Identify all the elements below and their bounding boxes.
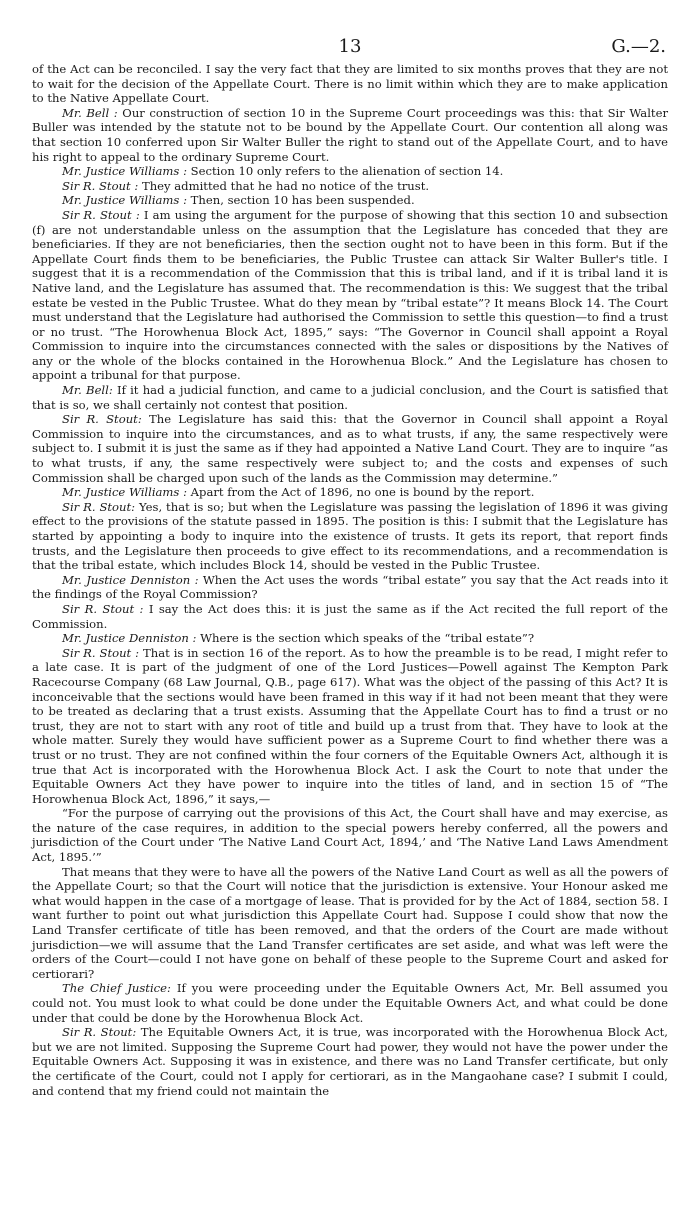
speaker-name: Mr. Justice Denniston : — [62, 631, 197, 646]
paragraph-text: Apart from the Act of 1896, no one is bound by the report. — [186, 485, 535, 500]
paragraph-text: That is in section 16 of the report. As to how the preamble is to be read, I might refer to a late case. It is part of the judgment of one of the Lord Justices—Powell against The Kempton Park Racecourse Company (68 Law Journal, Q.B., page 617). What was the object of the passing of this Act? It is inconceivable that the sections would have been framed in this way if it had not been meant that they were to be treated as declaring that a trust exists. Assuming that the Appellate Court has to find a trust or no trust, they are not to start with any root of title and build up a trust from that. They have to look at the whole matter. Surely they would have sufficient power as a Supreme Court to find whether there was a trust or no trust. They are not confined within the four corners of the Equitable Owners Act, although it is true that Act is incorporated with the Horowhenua Block Act. I ask the Court to note that under the Equitable Owners Act they have power to inquire into the titles of land, and in section 15 of “The Horowhenua Block Act, 1896,” it says,— — [32, 645, 668, 806]
speaker-name: Mr. Justice Williams : — [62, 164, 187, 179]
page-number: 13 — [338, 36, 362, 57]
paragraph — [32, 573, 668, 602]
speaker-name: Sir R. Stout : — [62, 207, 140, 222]
paragraph-text: Section 10 only refers to the alienation of section 14. — [186, 164, 504, 179]
speaker-name: Sir R. Stout: — [62, 499, 136, 514]
document-body — [32, 62, 668, 1098]
paragraph — [32, 631, 668, 646]
paragraph-text: I say the Act does this: it is just the same as if the Act recited the full report of the Commission. — [32, 601, 669, 631]
paragraph-text: If it had a judicial function, and came to a judicial conclusion, and the Court is satisfied that that is so, we shall certainly not contest that position. — [32, 383, 668, 412]
series-reference: G.—2. — [611, 36, 666, 57]
speaker-name: Sir R. Stout : — [62, 178, 139, 193]
paragraph — [32, 1025, 668, 1098]
paragraph-text: Where is the section which speaks of the “tribal estate”? — [196, 631, 535, 646]
paragraph — [32, 208, 668, 383]
paragraph-text: of the Act can be reconciled. I say the very fact that they are limited to six months proves that they are not to wait for the decision of the Appellate Court. There is no limit within which they are to make application to the Native Appellate Court. — [32, 62, 668, 106]
speaker-name: The Chief Justice: — [62, 981, 171, 996]
speaker-name: Mr. Bell : — [62, 105, 118, 120]
paragraph-text: Yes, that is so; but when the Legislature was passing the legislation of 1896 it was giving effect to the provisions of the statute passed in 1895. The position is this: I submit that the Legislature has started by appointing a body to inquire into the existence of trusts. It gets its report, that report finds trusts, and the Legislature then proceeds to give effect to its recommendations, and a recommendation is that the tribal estate, which includes Block 14, should be vested in the Public Trustee. — [32, 499, 669, 573]
paragraph-text: If you were proceeding under the Equitable Owners Act, Mr. Bell assumed you could not. You must look to what could be done under the Equitable Owners Act, and what could be done under that could be done by the Horowhenua Block Act. — [32, 981, 669, 1025]
paragraph — [32, 412, 668, 485]
paragraph — [32, 164, 668, 179]
paragraph-text: The Equitable Owners Act, it is true, was incorporated with the Horowhenua Block Act, but we are not limited. Supposing the Supreme Court had power, they would not have the power under the Equitable Owners Act. Supposing it was in existence, and there was no Land Transfer certificate, but only the certificate of the Court, could not I apply for certiorari, as in the Mangaohane case? I submit I could, and contend that my friend could not maintain the — [32, 1025, 668, 1098]
paragraph-text: That means that they were to have all the powers of the Native Land Court as well as all the powers of the Appellate Court; so that the Court will notice that the jurisdiction is extensive. Your Honour asked me what would happen in the case of a mortgage of lease. That is provided for by the Act of 1884, section 58. I want further to point out what jurisdiction this Appellate Court had. Suppose I could show that now the Land Transfer certificate of title has been removed, and that the orders of the Court are made without jurisdiction—we will assume that the Land Transfer certificates are set aside, and what was left were the orders of the Court—could I not have gone on behalf of these people to the Supreme Court and asked for certiorari? — [32, 864, 668, 981]
page-header — [32, 28, 668, 62]
paragraph — [32, 62, 668, 106]
paragraph — [32, 383, 668, 412]
quoted-statute — [32, 806, 668, 864]
paragraph-text: When the Act uses the words “tribal estate” you say that the Act reads into it the findings of the Royal Commission? — [32, 572, 668, 602]
paragraph — [32, 500, 668, 573]
paragraph — [32, 193, 668, 208]
paragraph — [32, 179, 668, 194]
paragraph — [32, 865, 668, 982]
speaker-name: Mr. Justice Williams : — [62, 193, 187, 208]
speaker-name: Sir R. Stout : — [62, 645, 140, 660]
paragraph-text: I am using the argument for the purpose of showing that this section 10 and subsection (f) are not understandable unless on the assumption that the Legislature has conceded that they are beneficiaries. If they are not beneficiaries, then the section ought not to have been in this form. But if the Appellate Court finds them to be beneficiaries, the Public Trustee can attack Sir Walter Buller's title. I suggest that it is a recommendation of the Commission that this is tribal land, and if it is tribal land it is Native land, and the Legislature has assumed that. The recommendation is this: We suggest that the tribal estate be vested in the Public Trustee. What do they mean by “tribal estate”? It means Block 14. The Court must understand that the Legislature had authorised the Commission to settle this question—to find a trust or no trust. “The Horowhenua Block Act, 1895,” says: “The Governor in Council shall appoint a Royal Commission to inquire into the circumstances connected with the sales or dispositions by the Natives of any or the whole of the blocks contained in the Horowhenua Block.” And the Legislature has chosen to appoint a tribunal for that purpose. — [32, 207, 668, 383]
speaker-name: Mr. Justice Denniston : — [62, 572, 199, 587]
speaker-name: Mr. Justice Williams : — [62, 485, 187, 500]
paragraph-text: Then, section 10 has been suspended. — [186, 193, 415, 208]
paragraph-text: They admitted that he had no notice of the trust. — [138, 178, 430, 193]
speaker-name: Mr. Bell: — [62, 383, 113, 398]
paragraph — [32, 485, 668, 500]
paragraph-text: “For the purpose of carrying out the provisions of this Act, the Court shall have and may exercise, as the nature of the case requires, in addition to the special powers hereby conferred, all the powers and jurisdiction of the Court under ‘The Native Land Court Act, 1894,’ and ‘The Native Land Laws Amendment Act, 1895.’” — [32, 806, 668, 865]
paragraph-text: Our construction of section 10 in the Supreme Court proceedings was this: that Sir Walter Buller was intended by the statute not to be bound by the Appellate Court. Our contention all along was that section 10 conferred upon Sir Walter Buller the right to stand out of the Appellate Court, and to have his right to appeal to the ordinary Supreme Court. — [32, 105, 668, 164]
paragraph — [32, 602, 668, 631]
speaker-name: Sir R. Stout: — [62, 1025, 137, 1040]
speaker-name: Sir R. Stout : — [62, 601, 144, 616]
paragraph — [32, 981, 668, 1025]
speaker-name: Sir R. Stout: — [62, 412, 142, 427]
paragraph — [32, 106, 668, 164]
paragraph-text: The Legislature has said this: that the Governor in Council shall appoint a Royal Commission to inquire into the circumstances, and as to what trusts, if any, the same respectively were subject to. I submit it is just the same as if they had appointed a Native Land Court. They are to inquire “as to what trusts, if any, the same respectively were subject to; and the costs and expenses of such Commission shall be charged upon such of the lands as the Commission may determine.” — [32, 412, 668, 485]
paragraph — [32, 646, 668, 807]
